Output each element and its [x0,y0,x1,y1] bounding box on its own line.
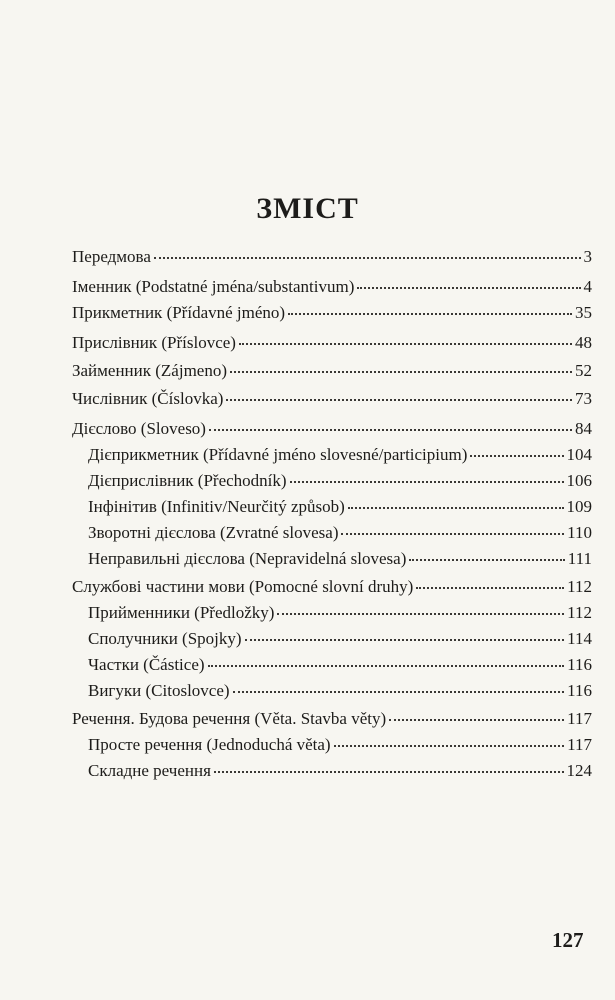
toc-entry-gerund[interactable] [88,470,592,492]
toc-entry-label: Займенник (Zájmeno) [72,361,228,380]
toc-entry-noun[interactable] [72,276,592,298]
toc-entry-label: Дієприкметник (Přídavné jméno slovesné/participium) [88,445,468,464]
toc-entry-page: 73 [575,389,592,408]
toc-entry-sentence[interactable] [72,708,592,730]
toc-entry-label: Вигуки (Citoslovce) [88,681,230,700]
toc-entry-infinitive[interactable] [88,496,592,518]
toc-entry-page: 52 [575,361,592,380]
toc-entry-label: Прислівник (Příslovce) [72,333,236,352]
toc-entry-prepositions[interactable] [88,602,592,624]
toc-entry-pronoun[interactable] [72,360,592,382]
toc-entry-page: 109 [566,497,592,516]
toc-entry-page: 124 [566,761,592,780]
toc-entry-page: 3 [583,247,592,266]
page-title: ЗМІСТ [256,192,359,225]
toc-entry-label: Зворотні дієслова (Zvratné slovesa) [88,523,339,542]
toc-entry-label: Інфінітив (Infinitiv/Neurčitý způsob) [88,497,345,516]
toc-entry-verb[interactable] [72,418,592,440]
toc-entry-auxiliary-parts[interactable] [72,576,592,598]
toc-entry-conjunctions[interactable] [88,628,592,650]
toc-entry-reflexive-verbs[interactable] [88,522,592,544]
dot-leader [277,613,564,615]
toc-entry-particles[interactable] [88,654,592,676]
toc-entry-label: Числівник (Číslovka) [72,389,224,408]
toc-entry-page: 116 [567,655,592,674]
dot-leader [348,507,564,509]
dot-leader [290,481,564,483]
toc-entry-label: Службові частини мови (Pomocné slovní druhy) [72,577,414,596]
dot-leader [416,587,564,589]
toc-entry-page: 116 [567,681,592,700]
dot-leader [288,313,572,315]
toc-entry-page: 117 [567,709,592,728]
dot-leader [245,639,565,641]
toc-entry-page: 48 [575,333,592,352]
dot-leader [230,371,572,373]
toc-entry-label: Дієслово (Sloveso) [72,419,206,438]
toc-entry-page: 114 [567,629,592,648]
toc-entry-label: Іменник (Podstatné jména/substantivum) [72,277,355,296]
toc-entry-simple-sentence[interactable] [88,734,592,756]
dot-leader [209,429,572,431]
toc-entry-preface[interactable] [72,246,592,268]
toc-entry-adverb[interactable] [72,332,592,354]
toc-entry-irregular-verbs[interactable] [88,548,592,570]
dot-leader [470,455,563,457]
toc-entry-label: Передмова [72,247,151,266]
toc-entry-page: 112 [567,577,592,596]
toc-entry-complex-sentence[interactable] [88,760,592,782]
toc-entry-label: Прийменники (Předložky) [88,603,275,622]
toc-entry-page: 117 [567,735,592,754]
toc-entry-label: Сполучники (Spojky) [88,629,242,648]
dot-leader [334,745,565,747]
dot-leader [233,691,565,693]
toc-entry-page: 35 [575,303,592,322]
dot-leader [341,533,564,535]
toc-entry-label: Прикметник (Přídavné jméno) [72,303,286,322]
dot-leader [154,257,581,259]
toc-entry-numeral[interactable] [72,388,592,410]
toc-entry-label: Дієприслівник (Přechodník) [88,471,287,490]
dot-leader [226,399,572,401]
toc-entry-page: 104 [566,445,592,464]
dot-leader [389,719,564,721]
toc-entry-label: Частки (Částice) [88,655,205,674]
toc-entry-label: Просте речення (Jednoduchá věta) [88,735,331,754]
toc-entry-page: 4 [583,277,592,296]
toc-entry-label: Неправильні дієслова (Nepravidelná slovesa) [88,549,407,568]
toc-entry-label: Речення. Будова речення (Věta. Stavba věty) [72,709,387,728]
toc-entry-interjections[interactable] [88,680,592,702]
toc-entry-page: 111 [567,549,592,568]
toc-entry-page: 106 [566,471,592,490]
toc-entry-label: Складне речення [88,761,211,780]
toc-entry-page: 112 [567,603,592,622]
dot-leader [208,665,565,667]
dot-leader [214,771,564,773]
toc-entry-page: 110 [567,523,592,542]
dot-leader [409,559,564,561]
page-number: 127 [552,928,584,952]
toc-entry-adjective[interactable] [72,302,592,324]
toc-entry-page: 84 [575,419,592,438]
dot-leader [239,343,572,345]
dot-leader [357,287,580,289]
toc-entry-participle[interactable] [88,444,592,466]
